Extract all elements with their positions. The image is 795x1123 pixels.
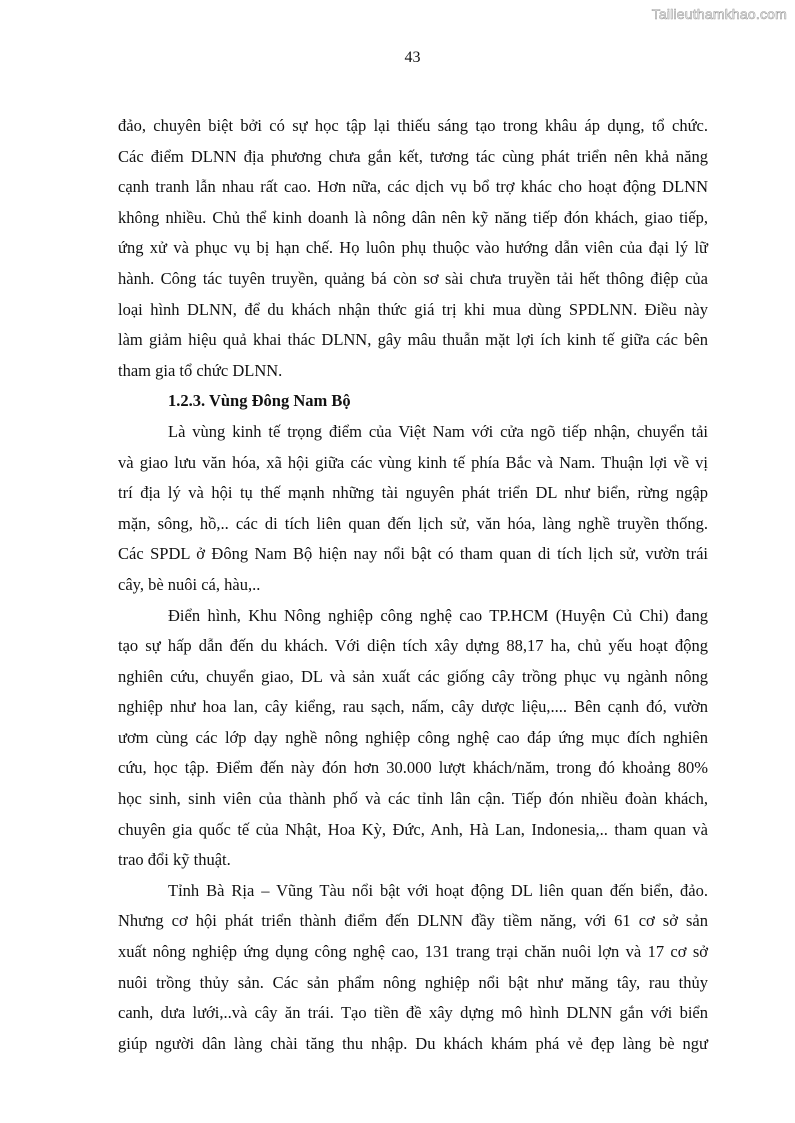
text-line: nghiên cứu, chuyển giao, DL và sản xuất các giống cây trồng phục vụ ngành nông	[118, 666, 708, 686]
text-line: không nhiều. Chủ thể kinh doanh là nông dân nên kỹ năng tiếp đón khách, giao tiếp,	[118, 207, 708, 227]
paragraph-ba-ria-vung-tau	[118, 876, 708, 1060]
document-body	[118, 111, 708, 1059]
text-line: ươm cùng các lớp dạy nghề nông nghiệp công nghệ cao đáp ứng mục đích nghiên	[118, 727, 708, 747]
text-line: Các điểm DLNN địa phương chưa gắn kết, tương tác cùng phát triển nên khả năng	[118, 146, 708, 166]
text-line: tạo sự hấp dẫn đến du khách. Với diện tích xây dựng 88,17 ha, chủ yếu hoạt động	[118, 636, 708, 656]
text-line: chuyên gia quốc tế của Nhật, Hoa Kỳ, Đức, Anh, Hà Lan, Indonesia,.. tham quan và	[118, 819, 708, 839]
text-line: mặn, sông, hồ,.. các di tích liên quan đến lịch sử, văn hóa, làng nghề truyền thống.	[118, 513, 708, 533]
text-line: nghiệp như hoa lan, cây kiểng, rau sạch, nấm, cây dược liệu,.... Bên cạnh đó, vườn	[118, 697, 708, 717]
text-line: Tỉnh Bà Rịa – Vũng Tàu nổi bật với hoạt động DL liên quan đến biển, đảo.	[168, 880, 708, 900]
text-line: canh, dưa lưới,..và cây ăn trái. Tạo tiền đề xây dựng mô hình DLNN gắn với biển	[118, 1003, 708, 1023]
text-line: đảo, chuyên biệt bởi có sự học tập lại thiếu sáng tạo trong khâu áp dụng, tổ chức.	[118, 116, 708, 135]
text-line: loại hình DLNN, để du khách nhận thức giá trị khi mua dùng SPDLNN. Điều này	[118, 299, 708, 319]
text-line: cây, bè nuôi cá, hàu,..	[118, 574, 261, 594]
watermark: Tailieuthamkhao.com	[651, 6, 787, 22]
text-line: làm giảm hiệu quả khai thác DLNN, gây mâu thuẫn mặt lợi ích kinh tế giữa các bên	[118, 330, 708, 350]
text-line: Điển hình, Khu Nông nghiệp công nghệ cao TP.HCM (Huyện Củ Chi) đang	[168, 605, 708, 625]
text-line: xuất nông nghiệp ứng dụng công nghệ cao, 131 trang trại chăn nuôi lợn và 17 cơ sở	[118, 942, 708, 962]
text-line: giúp người dân làng chài tăng thu nhập. Du khách khám phá vẻ đẹp làng bè ngư	[118, 1033, 708, 1053]
text-line: trao đổi kỹ thuật.	[118, 850, 231, 870]
page-number: 43	[404, 49, 421, 66]
text-line: cạnh tranh lẫn nhau rất cao. Hơn nữa, các dịch vụ bổ trợ khác cho hoạt động DLNN	[118, 177, 708, 197]
text-line: Các SPDL ở Đông Nam Bộ hiện nay nổi bật có tham quan di tích lịch sử, vườn trái	[118, 544, 708, 564]
text-line: trí địa lý và hội tụ thế mạnh những tài nguyên phát triển DL như biển, rừng ngập	[118, 483, 708, 503]
text-line: tham gia tổ chức DLNN.	[118, 360, 283, 380]
section-heading: 1.2.3. Vùng Đông Nam Bộ	[168, 391, 351, 411]
text-line: học sinh, sinh viên của thành phố và các tỉnh lân cận. Tiếp đón nhiều đoàn khách,	[118, 789, 708, 809]
paragraph-hcmc-example	[118, 601, 708, 876]
text-line: Nhưng cơ hội phát triển thành điểm đến DLNN đầy tiềm năng, với 61 cơ sở sản	[118, 911, 708, 931]
text-line: cứu, học tập. Điểm đến này đón hơn 30.000 lượt khách/năm, trong đó khoảng 80%	[118, 758, 708, 778]
text-line: ứng xử và phục vụ bị hạn chế. Họ luôn phụ thuộc vào hướng dẫn viên của đại lý lữ	[118, 238, 708, 258]
paragraph-continuation	[118, 111, 708, 386]
paragraph-region-intro	[118, 417, 708, 601]
text-line: Là vùng kinh tế trọng điểm của Việt Nam với cửa ngõ tiếp nhận, chuyển tải	[168, 421, 708, 441]
text-line: hành. Công tác tuyên truyền, quảng bá còn sơ sài chưa truyền tải hết thông điệp của	[118, 268, 708, 288]
text-line: và giao lưu văn hóa, xã hội giữa các vùng kinh tế phía Bắc và Nam. Thuận lợi về vị	[118, 452, 708, 472]
text-line: nuôi trồng thủy sản. Các sản phẩm nông nghiệp nổi bật như măng tây, rau thủy	[118, 972, 708, 992]
